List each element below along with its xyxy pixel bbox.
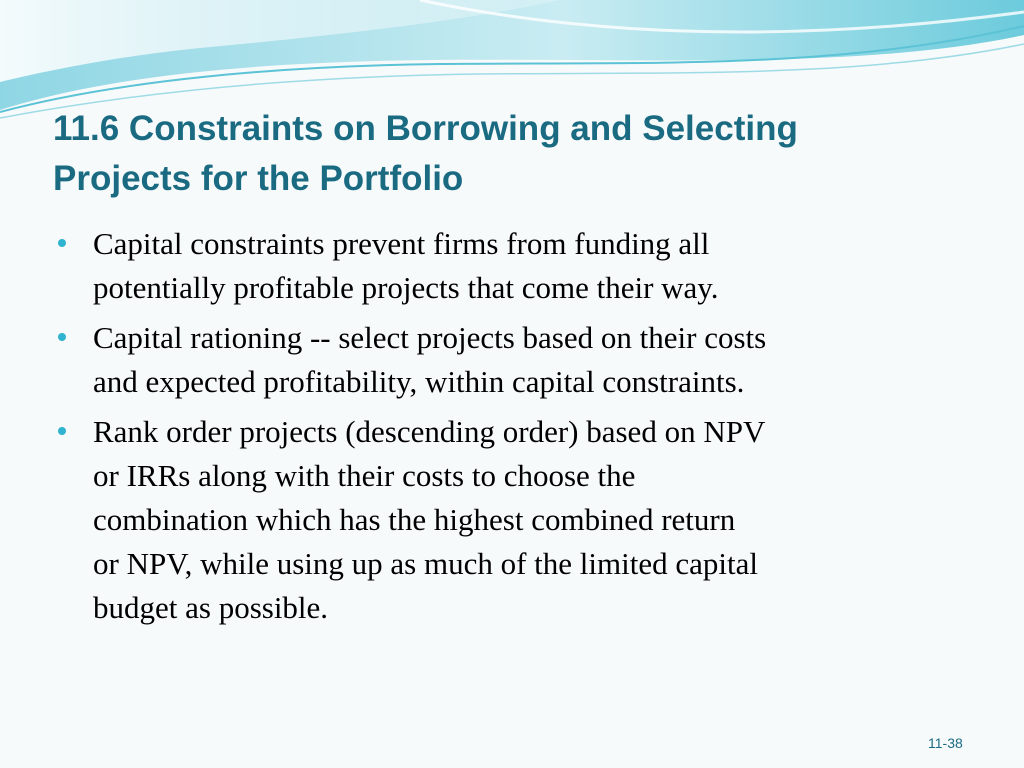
bullet-line: or NPV, while using up as much of the limited capital	[93, 546, 758, 581]
bullet-dot-icon	[58, 239, 66, 247]
bullet-line: budget as possible.	[93, 590, 329, 625]
bullet-line: Capital rationing -- select projects based on their costs	[93, 320, 767, 355]
slide-title	[53, 104, 953, 204]
bullet-line: and expected profitability, within capital constraints.	[93, 364, 745, 399]
bullet-item	[58, 222, 958, 310]
bullet-line: Rank order projects (descending order) based on NPV	[93, 414, 766, 449]
slide-number: 11-38	[928, 735, 963, 751]
bullet-item	[58, 410, 958, 630]
bullet-line: combination which has the highest combined return	[93, 502, 736, 537]
title-line: 11.6 Constraints on Borrowing and Selecting	[53, 109, 798, 148]
bullet-line: potentially profitable projects that come their way.	[93, 270, 719, 305]
bullet-list	[58, 222, 958, 636]
bullet-item	[58, 316, 958, 404]
bullet-dot-icon	[58, 427, 66, 435]
bullet-line: Capital constraints prevent firms from funding all	[93, 226, 710, 261]
bullet-line: or IRRs along with their costs to choose the	[93, 458, 636, 493]
bullet-dot-icon	[58, 333, 66, 341]
title-line: Projects for the Portfolio	[53, 159, 464, 198]
